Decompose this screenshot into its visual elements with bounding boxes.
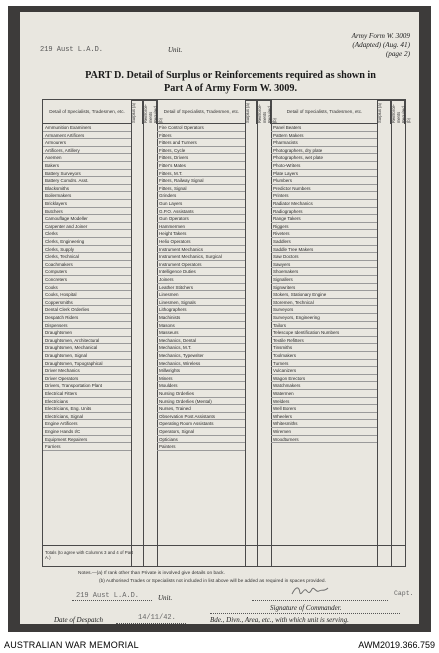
col-header-surplus-1: Surplus (a) — [131, 100, 143, 124]
despatch-dotted-line — [116, 623, 186, 624]
form-reference-line: (Adapted) (Aug. 41) — [352, 41, 410, 50]
specialist-row: Plumbers — [271, 177, 377, 185]
signature-label: Signature of Commander. — [270, 604, 342, 612]
specialist-row: Coachmakers — [43, 261, 131, 269]
specialist-row: Draughtsmen, Architectural — [43, 337, 131, 345]
specialist-row: Shoemakers — [271, 268, 377, 276]
specialist-row: Equipment Repairers — [43, 436, 131, 444]
specialist-row: Turners — [271, 360, 377, 368]
unit-dotted-line — [72, 600, 152, 601]
specialist-row: Opticians — [157, 436, 245, 444]
specialist-row: Well Borers — [271, 405, 377, 413]
specialist-row: Fitters and Turners — [157, 139, 245, 147]
specialist-row: Wagon Erectors — [271, 375, 377, 383]
specialist-row: Bricklayers — [43, 200, 131, 208]
unit-value-bottom: 219 Aust L.A.D. — [76, 592, 140, 600]
specialist-row: Saddle Tree Makers — [271, 246, 377, 254]
unit-value-top: 219 Aust L.A.D. — [40, 46, 104, 54]
col-header-specialists-1: Detail of Specialists, Tradesmen, etc. — [43, 100, 131, 124]
archive-name: AUSTRALIAN WAR MEMORIAL — [4, 640, 139, 650]
specialist-row: Riggers — [271, 223, 377, 231]
specialist-row: Radiator Mechanics — [271, 200, 377, 208]
specialist-row: Ammunition Examiners — [43, 124, 131, 132]
specialist-row: Wheelers — [271, 413, 377, 421]
specialist-row: Instrument Mechanics — [157, 246, 245, 254]
bde-label: Bde., Divn., Area, etc., with which unit is serving. — [210, 616, 349, 624]
specialist-row: Instrument Operators — [157, 261, 245, 269]
grid-line — [131, 100, 132, 566]
specialist-row: Cooks, Hospital — [43, 291, 131, 299]
specialist-row: Fitters — [157, 132, 245, 140]
specialist-row: Miners — [157, 375, 245, 383]
specialist-row: Surveyors, Engineering — [271, 314, 377, 322]
specialist-row: Battery Comdrs. Asst. — [43, 177, 131, 185]
specialist-row: Clerks — [43, 230, 131, 238]
specialist-row: Photographers, wet plate — [271, 154, 377, 162]
specialist-row: Millwrights — [157, 367, 245, 375]
specialist-row: Linesmen, Signals — [157, 299, 245, 307]
specialist-row: Draughtsmen, Signal — [43, 352, 131, 360]
form-reference — [310, 32, 410, 60]
totals-label: Totals (to agree with Columns 3 and 4 of Part A.) — [45, 550, 133, 561]
specialist-row: Mechanics, Wireless — [157, 360, 245, 368]
specialist-row: Stokers, Stationary Engine — [271, 291, 377, 299]
specialist-row: Grinders — [157, 192, 245, 200]
specialists-table — [42, 99, 411, 567]
specialist-row: Pattern Makers — [271, 132, 377, 140]
specialist-row: Draughtsmen — [43, 329, 131, 337]
specialist-row: Mechanics, M.T. — [157, 344, 245, 352]
unit-label-bottom: Unit. — [158, 594, 173, 602]
specialist-row: Welders — [271, 398, 377, 406]
col-header-surplus-2: Surplus (a) — [245, 100, 257, 124]
form-notes — [78, 570, 326, 586]
grid-line — [257, 100, 258, 566]
specialist-row: Photographers, dry plate — [271, 147, 377, 155]
commander-rank: Capt. — [394, 590, 414, 597]
specialist-row: Camouflage Modeller — [43, 215, 131, 223]
specialist-row: Tailors — [271, 322, 377, 330]
specialist-row: Painters — [157, 443, 245, 451]
specialist-row: Instrument Mechanics, Surgical — [157, 253, 245, 261]
specialist-row: Signallers — [271, 276, 377, 284]
specialist-row: Height Takers — [157, 230, 245, 238]
specialist-row: Gun Operators — [157, 215, 245, 223]
specialist-row: Fitters, Drivers — [157, 154, 245, 162]
specialist-row: Nurses, Trained — [157, 405, 245, 413]
specialist-row: Electricians — [43, 398, 131, 406]
specialist-row: Armament Artificers — [43, 132, 131, 140]
col-header-reinforcements-1: Reinforce- ments Required (b) — [143, 100, 157, 124]
specialist-row: Fitter's Mates — [157, 162, 245, 170]
specialist-row: Saw Doctors — [271, 253, 377, 261]
col-header-reinforcements-3: Reinforce- ments Required (b) — [391, 100, 405, 124]
specialist-row: Joiners — [157, 276, 245, 284]
specialist-row: Draughtsmen, Mechanical — [43, 344, 131, 352]
specialist-row: Butchers — [43, 208, 131, 216]
specialist-row: Vulcanizers — [271, 367, 377, 375]
specialist-row: Riveters — [271, 230, 377, 238]
specialist-row: Observation Post Assistants — [157, 413, 245, 421]
specialist-row: Printers — [271, 192, 377, 200]
specialist-row: Fitters, M.T. — [157, 170, 245, 178]
specialist-row: Lithographers — [157, 306, 245, 314]
specialist-row: Axemen — [43, 154, 131, 162]
col-header-surplus-3: Surplus (a) — [377, 100, 391, 124]
specialist-row: Machinists — [157, 314, 245, 322]
specialist-row: Concreters — [43, 276, 131, 284]
specialist-row: Dental Clerk Orderlies — [43, 306, 131, 314]
specialist-row: Whitesmiths — [271, 420, 377, 428]
specialist-row: Wiremen — [271, 428, 377, 436]
specialist-row: G.P.O. Assistants — [157, 208, 245, 216]
specialist-row: Textile Refitters — [271, 337, 377, 345]
specialist-row: Bakers — [43, 162, 131, 170]
totals-divider — [43, 545, 405, 546]
unit-label-top: Unit. — [168, 46, 183, 54]
note-a: Notes.—(a) If rank other than Private is involved give details on back. — [78, 571, 225, 576]
specialist-row: Predictor Numbers — [271, 185, 377, 193]
specialist-row: Electrical Fitters — [43, 390, 131, 398]
specialist-row: Driver Mechanics — [43, 367, 131, 375]
specialist-row: Electricians, Signal — [43, 413, 131, 421]
grid-line — [377, 100, 378, 566]
specialist-row: Battery Surveyors — [43, 170, 131, 178]
specialist-row: Surveyors — [271, 306, 377, 314]
specialist-row: Engine Hands I/C — [43, 428, 131, 436]
archive-footer — [0, 638, 439, 653]
note-b: (b) Authorised Trades or Specialists not included in list above will be added as required in spaces provided. — [99, 579, 326, 584]
specialist-row: Operating Room Assistants — [157, 420, 245, 428]
specialist-row: Mechanics, Dental — [157, 337, 245, 345]
specialist-row: Carpenter and Joiner — [43, 223, 131, 231]
specialist-row: Fitters, Signal — [157, 185, 245, 193]
grid-line — [391, 100, 392, 566]
specialist-row: Range Takers — [271, 215, 377, 223]
specialist-row: Driver Operators — [43, 375, 131, 383]
signature-dotted-line — [252, 600, 388, 601]
specialist-row: Helio Operators — [157, 238, 245, 246]
specialist-row: Telescope Identification Numbers — [271, 329, 377, 337]
specialist-row: Despatch Riders — [43, 314, 131, 322]
specialist-row: Pharmacists — [271, 139, 377, 147]
specialist-row: Tinsmiths — [271, 344, 377, 352]
col-header-specialists-3: Detail of Specialists, Tradesmen, etc. — [271, 100, 377, 124]
specialist-row: Plate Layers — [271, 170, 377, 178]
specialist-row: Clerks, Supply — [43, 246, 131, 254]
specialist-row: Watchmakers — [271, 382, 377, 390]
specialist-row: Intelligence Duties — [157, 268, 245, 276]
specialist-row: Watermen — [271, 390, 377, 398]
specialist-row: Operators, Signal — [157, 428, 245, 436]
specialist-row: Dispensers — [43, 322, 131, 330]
specialist-row: Electricians, Eng. Units — [43, 405, 131, 413]
form-page — [20, 12, 419, 624]
specialist-row: Hammermen — [157, 223, 245, 231]
specialist-row: Blacksmiths — [43, 185, 131, 193]
specialist-row: Engine Artificers — [43, 420, 131, 428]
specialist-row: Mechanics, Typewriter — [157, 352, 245, 360]
specialist-row: Leather Stitchers — [157, 284, 245, 292]
specialist-row: Radiographers — [271, 208, 377, 216]
specialist-row: Armourers — [43, 139, 131, 147]
specialist-row: Boilermakers — [43, 192, 131, 200]
specialist-row: Fitters, Railway Signal — [157, 177, 245, 185]
specialist-row: Panel Beaters — [271, 124, 377, 132]
specialist-row: Woodturners — [271, 436, 377, 444]
specialist-row: Cooks — [43, 284, 131, 292]
specialist-row: Nursing Orderlies (Mental) — [157, 398, 245, 406]
specialist-row: Toolmakers — [271, 352, 377, 360]
grid-line — [245, 100, 246, 566]
commander-signature — [290, 584, 334, 598]
specialist-row: Computers — [43, 268, 131, 276]
specialist-row: Masons — [157, 322, 245, 330]
specialist-row: Fitters, Cycle — [157, 147, 245, 155]
form-reference-line: (page 2) — [385, 50, 410, 59]
despatch-date: 14/11/42. — [138, 614, 176, 622]
form-reference-line: Army Form W. 3009 — [351, 32, 410, 40]
specialist-row: Clerks, Technical — [43, 253, 131, 261]
specialist-row: Fire Control Operators — [157, 124, 245, 132]
specialist-row: Drivers, Transportation Plant — [43, 382, 131, 390]
specialist-row: Coppersmiths — [43, 299, 131, 307]
specialist-row: Artificers, Artillery — [43, 147, 131, 155]
specialist-row: Draughtsmen, Topographical — [43, 360, 131, 368]
title-line-1: PART D. Detail of Surplus or Reinforcements required as shown in — [85, 70, 376, 81]
specialist-row: Nursing Orderlies — [157, 390, 245, 398]
specialist-row: Moulders — [157, 382, 245, 390]
title-line-2: Part A of Army Form W. 3009. — [164, 82, 297, 94]
specialist-row: Linesmen — [157, 291, 245, 299]
col-header-reinforcements-2: Reinforce- ments Required (b) — [257, 100, 271, 124]
specialist-row: Storemen, Technical — [271, 299, 377, 307]
col-header-specialists-2: Detail of Specialists, Tradesmen, etc. — [157, 100, 245, 124]
archive-accession-number: AWM2019.366.759 — [358, 640, 435, 650]
specialist-row: Signwriters — [271, 284, 377, 292]
despatch-label: Date of Despatch — [54, 616, 103, 624]
bde-dotted-line — [210, 613, 400, 614]
specialist-row: Clerks, Engineering — [43, 238, 131, 246]
part-d-title — [58, 70, 403, 95]
grid-line — [143, 100, 144, 566]
specialist-row: Farriers — [43, 443, 131, 451]
specialist-row: Masseurs — [157, 329, 245, 337]
specialist-row: Saddlers — [271, 238, 377, 246]
specialist-row: Gun Layers — [157, 200, 245, 208]
specialist-row: Photo-Writers — [271, 162, 377, 170]
specialist-row: Sawyers — [271, 261, 377, 269]
